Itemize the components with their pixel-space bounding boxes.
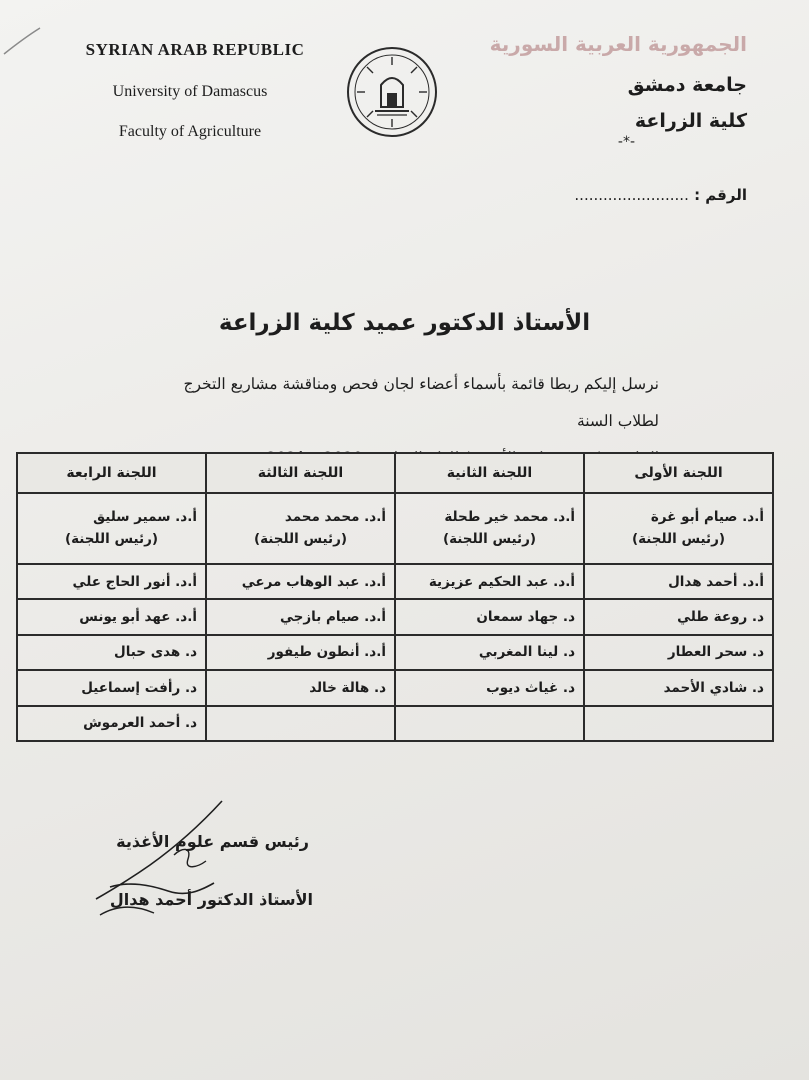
table-cell: أ.د. عهد أبو يونس [17, 599, 206, 634]
table-cell [206, 706, 395, 741]
faculty-name-ar: كلية الزراعة [634, 110, 747, 132]
member-role: (رئيس اللجنة) [442, 531, 537, 548]
table-row [17, 670, 773, 705]
table-cell [584, 706, 773, 741]
table-cell: د. شادي الأحمد [584, 670, 773, 705]
table-row [17, 599, 773, 634]
table-cell: د. رأفت إسماعيل [17, 670, 206, 705]
table-row [17, 706, 773, 741]
table-cell [395, 706, 584, 741]
table-cell [584, 493, 773, 564]
reference-label: الرقم : [694, 186, 747, 204]
damascus-university-seal-icon [345, 45, 439, 139]
country-name-ar: الجمهورية العربية السورية [489, 32, 747, 56]
member-role: (رئيس اللجنة) [64, 531, 159, 548]
member-name: أ.د. سمير سليق [93, 509, 197, 526]
table-cell: د. سحر العطار [584, 635, 773, 670]
header-committee-2: اللجنة الثانية [395, 453, 584, 493]
table-cell: أ.د. عبد الوهاب مرعي [206, 564, 395, 599]
reference-dots: ........................ [574, 186, 689, 204]
header-committee-4: اللجنة الرابعة [17, 453, 206, 493]
arabic-letterhead [487, 32, 747, 150]
table-cell [206, 493, 395, 564]
table-cell: د. غياث ديوب [395, 670, 584, 705]
pen-stroke-icon [2, 26, 42, 58]
member-name: أ.د. محمد محمد [284, 509, 386, 526]
table-cell: أ.د. عبد الحكيم عزيزية [395, 564, 584, 599]
header-committee-1: اللجنة الأولى [584, 453, 773, 493]
table-row [17, 635, 773, 670]
header-committee-3: اللجنة الثالثة [206, 453, 395, 493]
country-name-en: SYRIAN ARAB REPUBLIC [85, 40, 305, 59]
committees-table [16, 452, 774, 742]
university-name-en: University of Damascus [112, 83, 268, 100]
table-cell: أ.د. أحمد هدال [584, 564, 773, 599]
english-letterhead [40, 40, 340, 141]
member-role: (رئيس اللجنة) [631, 531, 726, 548]
faculty-name-en: Faculty of Agriculture [118, 123, 262, 140]
table-row [17, 564, 773, 599]
table-cell [17, 493, 206, 564]
table-cell: أ.د. أنطون طيفور [206, 635, 395, 670]
addressee-heading: الأستاذ الدكتور عميد كلية الزراعة [218, 310, 591, 336]
table-row [17, 493, 773, 564]
reference-number-line [574, 186, 747, 204]
table-cell: أ.د. أنور الحاج علي [17, 564, 206, 599]
table-header-row [17, 453, 773, 493]
table-cell: د. هالة خالد [206, 670, 395, 705]
header-separator: -*- [617, 134, 635, 150]
university-name-ar: جامعة دمشق [627, 74, 747, 96]
body-line-1: نرسل إليكم ربطا قائمة بأسماء أعضاء لجان فحص ومناقشة مشاريع التخرج لطلاب السنة [183, 375, 659, 430]
table-cell [395, 493, 584, 564]
member-name: أ.د. صيام أبو غرة [650, 509, 764, 526]
table-cell: د. لينا المغربي [395, 635, 584, 670]
table-cell: د. أحمد العرموش [17, 706, 206, 741]
handwritten-signature-icon [90, 795, 260, 925]
table-cell: د. هدى حبال [17, 635, 206, 670]
table-cell: د. روعة طلي [584, 599, 773, 634]
signatory-title: رئيس قسم علوم الأغذية [116, 832, 309, 851]
member-name: أ.د. محمد خير طحلة [444, 509, 575, 526]
signatory-name: الأستاذ الدكتور أحمد هدال [109, 890, 313, 909]
member-role: (رئيس اللجنة) [253, 531, 348, 548]
table-cell: أ.د. صيام بازجي [206, 599, 395, 634]
table-cell: د. جهاد سمعان [395, 599, 584, 634]
